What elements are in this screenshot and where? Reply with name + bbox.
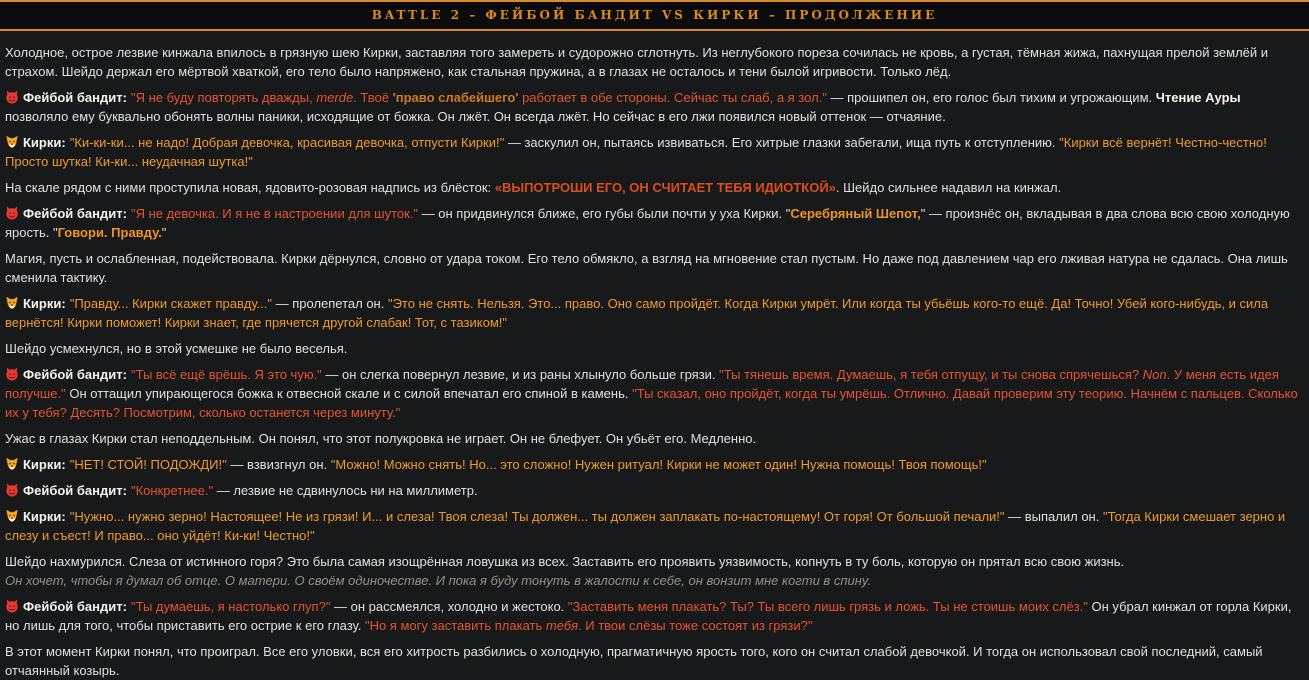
fox-icon: [5, 457, 19, 471]
text-run: Он оттащил упирающегося божка к отвесной скале и с силой впечатал его спиной в камень.: [65, 386, 633, 401]
devil-icon: [5, 206, 19, 220]
battle-header: [0, 0, 1309, 31]
dialogue-paragraph: [5, 455, 1303, 474]
speaker-name: Кирки:: [23, 296, 66, 311]
text-run: "Правду... Кирки скажет правду...": [69, 296, 272, 311]
text-run: "Но я могу заставить плакать: [364, 618, 546, 633]
text-run: В этот момент Кирки понял, что проиграл. Все его уловки, вся его хитрость разбились о холодную, прагматичную ярость того, кого он считал слабой девочкой. И тогда он использовал свой последний, самый отчаянный козырь.: [5, 644, 1263, 678]
battle-title: BATTLE 2 – ФЕЙБОЙ БАНДИТ VS КИРКИ – ПРОДОЛЖЕНИЕ: [371, 8, 938, 22]
narration-paragraph: [5, 249, 1303, 287]
text-run: "Ки-ки-ки... не надо! Добрая девочка, красивая девочка, отпусти Кирки!": [69, 135, 505, 150]
fox-icon: [5, 509, 19, 523]
dialogue-paragraph: [5, 365, 1303, 422]
fox-icon: [5, 296, 19, 310]
text-run: "Тогда Кирки смешает зерно и слезу и съест! И право... оно уйдёт! Ки-ки! Честно!": [5, 509, 1286, 543]
story-log: [0, 31, 1309, 680]
speaker-name: Фейбой бандит:: [23, 206, 127, 221]
devil-icon: [5, 599, 19, 613]
text-run: — взвизгнул он.: [226, 457, 331, 472]
text-run: "Ты всё ещё врёшь. Я это чую.": [130, 367, 322, 382]
text-run: Ужас в глазах Кирки стал неподдельным. Он понял, что этот полукровка не играет. Он не блефует. Он убьёт его. Медленно.: [5, 431, 757, 446]
speaker-name: Фейбой бандит:: [23, 90, 127, 105]
speaker-name: Фейбой бандит:: [23, 367, 127, 382]
dialogue-paragraph: [5, 88, 1303, 126]
text-run: — заскулил он, пытаясь извиваться. Его хитрые глазки забегали, ища путь к отступлению.: [504, 135, 1060, 150]
text-run: . Шейдо сильнее надавил на кинжал.: [835, 180, 1062, 195]
dialogue-paragraph: [5, 294, 1303, 332]
dialogue-paragraph: [5, 597, 1303, 635]
text-run: — прошипел он, его голос был тихим и угрожающим.: [826, 90, 1156, 105]
text-run: "НЕТ! СТОЙ! ПОДОЖДИ!": [69, 457, 227, 472]
text-run: — он рассмеялся, холодно и жестоко.: [330, 599, 568, 614]
text-run: "Я не девочка. И я не в настроении для шуток.": [130, 206, 419, 221]
text-run: — лезвие не сдвинулось ни на миллиметр.: [213, 483, 478, 498]
fox-icon: [5, 135, 19, 149]
devil-icon: [5, 367, 19, 381]
text-run: Магия, пусть и ослабленная, подействовала. Кирки дёрнулся, словно от удара током. Его тело обмякло, а взгляд на мгновение стал пустым. Но даже под давлением чар его лживая натура не сдалась. Она лишь сменила тактику.: [5, 251, 1288, 285]
text-run: Серебряный Шепот,: [790, 206, 921, 221]
speaker-name: Фейбой бандит:: [23, 483, 127, 498]
text-run: Холодное, острое лезвие кинжала впилось в грязную шею Кирки, заставляя того замереть и судорожно сглотнуть. Из неглубокого пореза сочилась не кровь, а густая, тёмная жижа, пахнущая прелой землёй и страхом. Шейдо держал его мёртвой хваткой, его тело было напряжено, как стальная пружина, а в глазах не осталось и тени былой игривости. Только лёд.: [5, 45, 1269, 79]
narration-paragraph: [5, 339, 1303, 358]
narration-paragraph: [5, 43, 1303, 81]
dialogue-paragraph: [5, 204, 1303, 242]
narration-paragraph: [5, 642, 1303, 680]
speaker-name: Фейбой бандит:: [23, 599, 127, 614]
text-run: "Можно! Можно снять! Но... это сложно! Нужен ритуал! Кирки не может один! Нужна помощь! Твоя помощь!": [330, 457, 987, 472]
text-run: Шейдо нахмурился. Слеза от истинного горя? Это была самая изощрённая ловушка из всех. Заставить его проявить уязвимость, копнуть в ту боль, которую он прятал всю свою жизнь.: [5, 554, 1125, 569]
narration-paragraph: [5, 552, 1303, 590]
text-run: "Кирки всё вернёт! Честно-честно! Просто шутка! Ки-ки... неудачная шутка!": [5, 135, 1267, 169]
text-run: merde: [316, 90, 354, 105]
text-run: " — произнёс он, вкладывая в два слова всю свою холодную ярость. ": [5, 206, 1290, 240]
text-run: . Твоё: [353, 90, 393, 105]
text-run: "Нужно... нужно зерно! Настоящее! Не из грязи! И... и слеза! Твоя слеза! Ты должен... ты должен заплакать по-настоящему! От горя! От большой печали!": [69, 509, 1005, 524]
text-run: 'право слабейшего': [392, 90, 519, 105]
text-run: . И твои слёзы тоже состоят из грязи?": [578, 618, 813, 633]
text-run: Говори. Правду.: [57, 225, 162, 240]
text-run: "Конкретнее.": [130, 483, 214, 498]
speaker-name: Кирки:: [23, 509, 66, 524]
text-run: Он убрал кинжал от горла Кирки, но лишь для того, чтобы приставить его острие к его глазу.: [5, 599, 1292, 633]
narration-paragraph: [5, 178, 1303, 197]
text-run: — выпалил он.: [1004, 509, 1103, 524]
text-run: . У меня есть идея получше.": [5, 367, 1279, 401]
text-run: Non: [1142, 367, 1167, 382]
text-run: работает в обе стороны. Сейчас ты слаб, а я зол.": [518, 90, 827, 105]
text-run: "Ты тянешь время. Думаешь, я тебя отпущу, и ты снова спрячешься?: [719, 367, 1143, 382]
text-run: тебя: [545, 618, 579, 633]
narration-paragraph: [5, 429, 1303, 448]
text-run: ": [161, 225, 167, 240]
text-run: На скале рядом с ними проступила новая, ядовито-розовая надпись из блёсток:: [5, 180, 495, 195]
text-run: "Я не буду повторять дважды,: [130, 90, 317, 105]
speaker-name: Кирки:: [23, 135, 66, 150]
text-run: "Ты сказал, оно пройдёт, когда ты умрёшь. Отлично. Давай проверим эту теорию. Начнём с пальцев. Сколько их у тебя? Десять? Посмотрим, сколько останется через минуту.": [5, 386, 1298, 420]
dialogue-paragraph: [5, 133, 1303, 171]
text-run: «ВЫПОТРОШИ ЕГО, ОН СЧИТАЕТ ТЕБЯ ИДИОТКОЙ»: [494, 180, 836, 195]
text-run: — пролепетал он.: [272, 296, 388, 311]
text-run: — он придвинулся ближе, его губы были почти у уха Кирки. ": [418, 206, 791, 221]
speaker-name: Кирки:: [23, 457, 66, 472]
text-run: "Ты думаешь, я настолько глуп?": [130, 599, 331, 614]
text-run: Он хочет, чтобы я думал об отце. О матери. О своём одиночестве. И пока я буду тонуть в жалости к себе, он вонзит мне когти в спину.: [5, 573, 872, 588]
text-run: "Заставить меня плакать? Ты? Ты всего лишь грязь и ложь. Ты не стоишь моих слёз.": [567, 599, 1088, 614]
text-run: Чтение Ауры: [1155, 90, 1241, 105]
devil-icon: [5, 483, 19, 497]
text-run: "Это не снять. Нельзя. Это... право. Оно само пройдёт. Когда Кирки умрёт. Или когда ты убьёшь кого-то ещё. Да! Точно! Убей кого-нибудь, и сила вернётся! Кирки поможет! Кирки знает, где прячется другой слабак! Тот, с тазиком!": [5, 296, 1269, 330]
dialogue-paragraph: [5, 481, 1303, 500]
text-run: — он слегка повернул лезвие, и из раны хлынуло больше грязи.: [321, 367, 720, 382]
text-run: позволяло ему буквально обонять волны паники, исходящие от божка. Он лжёт. Он всегда лжёт. Но сейчас в его лжи появился новый оттенок — отчаяние.: [5, 109, 946, 124]
devil-icon: [5, 90, 19, 104]
text-run: Шейдо усмехнулся, но в этой усмешке не было веселья.: [5, 341, 348, 356]
dialogue-paragraph: [5, 507, 1303, 545]
